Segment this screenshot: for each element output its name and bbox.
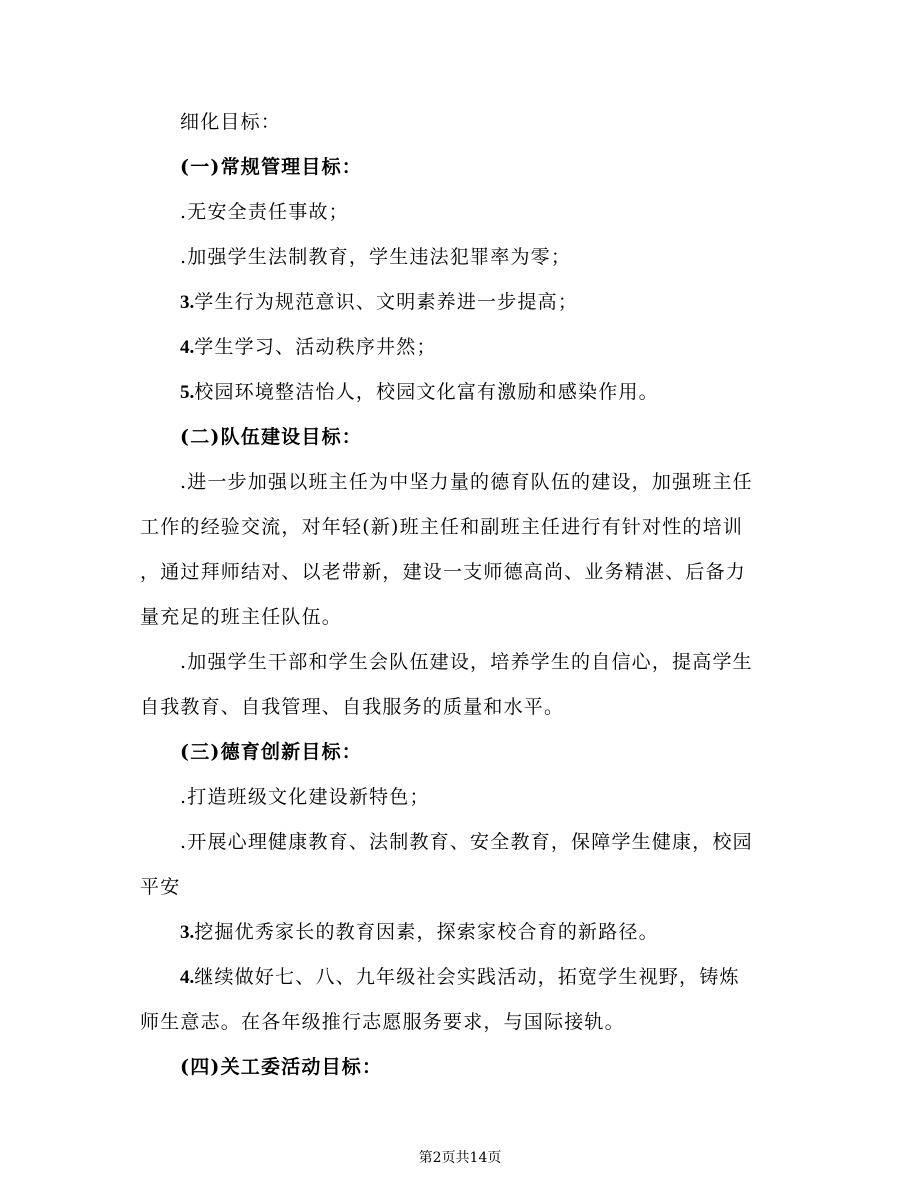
item-text: 学生学习、活动秩序井然； [194,336,437,358]
list-item: .无安全责任事故； [180,201,349,223]
section-heading-1: (一)常规管理目标： [180,156,362,178]
section-heading-3: (三)德育创新目标： [180,741,362,763]
paragraph-line [140,955,780,1000]
item-text: 继续做好七、八、九年级社会实践活动，拓宽学生视野，铸炼 [194,966,740,988]
paragraph-line: .加强学生干部和学生会队伍建设，培养学生的自信心，提高学生 [180,651,753,673]
list-item [140,280,780,325]
list-item: .加强学生法制教育，学生违法犯罪率为零； [180,246,572,268]
document-body [140,100,780,1090]
item-number: 3. [180,292,195,313]
paragraph [140,820,780,910]
item-number: 4. [180,337,195,358]
page-number: 第2页共14页 [418,1150,502,1166]
list-item [140,370,780,415]
list-item [140,325,780,370]
paragraph [140,640,780,730]
item-number: 3. [180,922,195,943]
item-number: 5. [180,382,195,403]
item-number: 4. [180,967,195,988]
section-heading-4: (四)关工委活动目标： [180,1056,383,1078]
paragraph-line: 平安 [140,876,181,898]
item-text: 学生行为规范意识、文明素养进一步提高； [194,291,579,313]
item-text: 挖掘优秀家长的教育因素，探索家校合育的新路径。 [194,921,659,943]
intro-line: 细化目标： [180,111,282,133]
paragraph-line: 自我教育、自我管理、自我服务的质量和水平。 [140,696,565,718]
list-item [140,910,780,955]
paragraph-line: .开展心理健康教育、法制教育、安全教育，保障学生健康，校园 [180,831,753,853]
paragraph-line: 师生意志。在各年级推行志愿服务要求，与国际接轨。 [140,1011,625,1033]
item-text: 校园环境整洁怡人，校园文化富有激励和感染作用。 [194,381,659,403]
list-item: .打造班级文化建设新特色； [180,786,430,808]
paragraph [140,955,780,1045]
paragraph-line: ，通过拜师结对、以老带新，建设一支师德高尚、业务精湛、后备力 [140,561,747,583]
section-heading-2: (二)队伍建设目标： [180,426,362,448]
paragraph-line: 工作的经验交流，对年轻(新)班主任和副班主任进行有针对性的培训 [140,516,744,538]
paragraph [140,460,780,640]
paragraph-line: .进一步加强以班主任为中坚力量的德育队伍的建设，加强班主任 [180,471,753,493]
paragraph-line: 量充足的班主任队伍。 [140,606,343,628]
